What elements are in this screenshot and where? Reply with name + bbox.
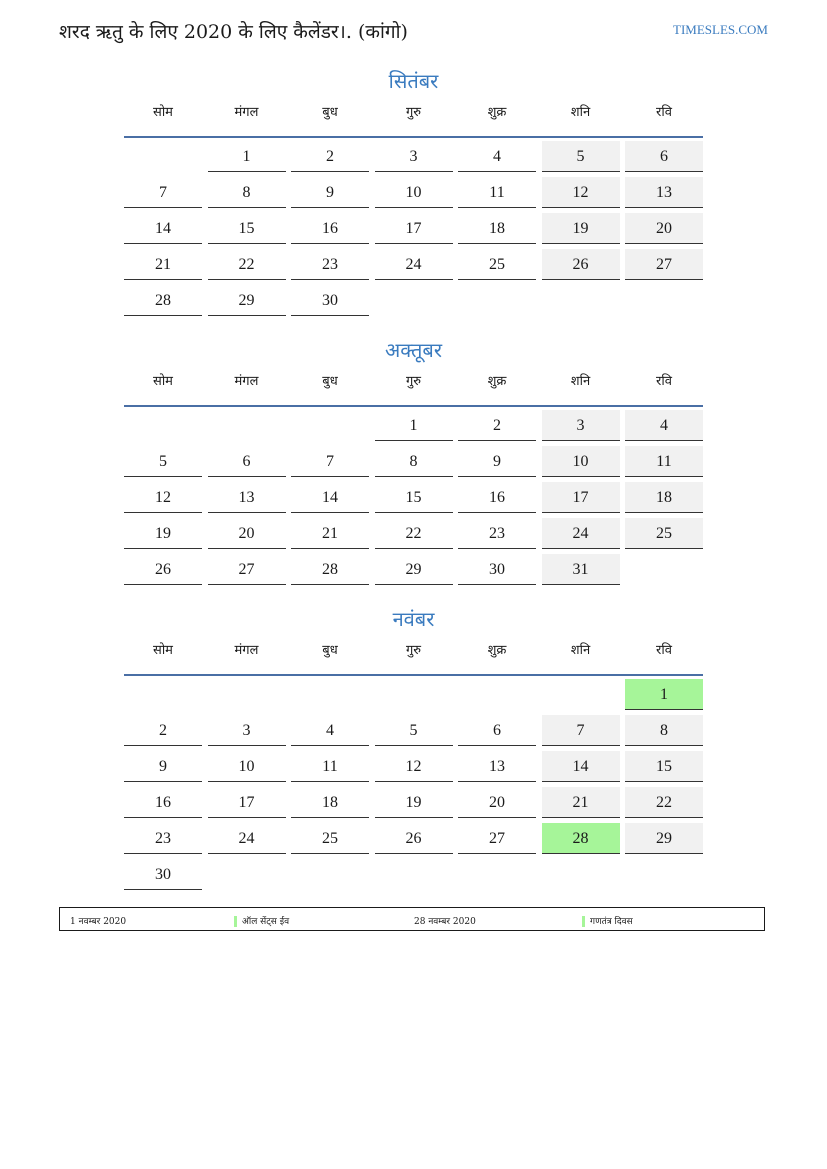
day-cell: 29 — [208, 285, 286, 316]
month-name: अक्तूबर — [385, 338, 442, 362]
day-cell: 1 — [375, 410, 453, 441]
day-cell: 15 — [625, 751, 703, 782]
week-row — [124, 712, 703, 748]
day-cell: 7 — [542, 715, 620, 746]
day-cell: 8 — [208, 177, 286, 208]
empty-day-cell — [208, 859, 286, 890]
day-cell: 27 — [625, 249, 703, 280]
day-cell: 21 — [542, 787, 620, 818]
week-row — [124, 676, 703, 712]
day-cell: 18 — [625, 482, 703, 513]
week-row — [124, 282, 703, 318]
weekday-label: रवि — [656, 643, 672, 658]
day-cell: 16 — [124, 787, 202, 818]
page-title: शरद ऋतु के लिए 2020 के लिए कैलेंडर।. (कांगो) — [59, 21, 408, 43]
day-cell: 2 — [124, 715, 202, 746]
day-cell: 5 — [124, 446, 202, 477]
legend-date-2: 28 नवम्बर 2020 — [414, 917, 476, 927]
day-cell: 14 — [124, 213, 202, 244]
empty-day-cell — [625, 859, 703, 890]
legend-swatch-icon — [234, 916, 237, 927]
empty-day-cell — [291, 859, 369, 890]
day-cell: 22 — [208, 249, 286, 280]
day-cell: 27 — [208, 554, 286, 585]
day-cell: 29 — [375, 554, 453, 585]
day-cell: 12 — [542, 177, 620, 208]
day-cell: 18 — [458, 213, 536, 244]
day-cell: 9 — [291, 177, 369, 208]
day-cell: 3 — [208, 715, 286, 746]
day-cell: 19 — [375, 787, 453, 818]
day-cell: 3 — [542, 410, 620, 441]
day-cell: 22 — [625, 787, 703, 818]
day-cell: 28 — [291, 554, 369, 585]
day-cell: 20 — [208, 518, 286, 549]
day-cell: 30 — [458, 554, 536, 585]
day-cell: 19 — [542, 213, 620, 244]
day-cell: 14 — [291, 482, 369, 513]
day-cell: 12 — [124, 482, 202, 513]
empty-day-cell — [458, 285, 536, 316]
day-cell: 4 — [291, 715, 369, 746]
day-cell: 23 — [291, 249, 369, 280]
day-cell: 21 — [124, 249, 202, 280]
week-row — [124, 210, 703, 246]
day-cell: 23 — [458, 518, 536, 549]
day-cell: 28 — [542, 823, 620, 854]
day-cell: 8 — [375, 446, 453, 477]
day-cell: 27 — [458, 823, 536, 854]
day-cell: 22 — [375, 518, 453, 549]
day-cell: 26 — [124, 554, 202, 585]
day-cell: 26 — [375, 823, 453, 854]
week-row — [124, 479, 703, 515]
day-cell: 23 — [124, 823, 202, 854]
day-cell: 8 — [625, 715, 703, 746]
month-name: सितंबर — [388, 69, 439, 93]
empty-day-cell — [458, 859, 536, 890]
weekday-header — [124, 96, 703, 138]
legend-holiday-1 — [234, 914, 289, 927]
day-cell: 2 — [458, 410, 536, 441]
day-cell: 4 — [458, 141, 536, 172]
day-cell: 11 — [458, 177, 536, 208]
empty-day-cell — [542, 859, 620, 890]
day-cell: 14 — [542, 751, 620, 782]
weekday-label: रवि — [656, 105, 672, 120]
weekday-label: गुरु — [405, 643, 422, 658]
day-cell: 1 — [208, 141, 286, 172]
week-row — [124, 138, 703, 174]
month-name: नवंबर — [392, 607, 435, 631]
legend-holiday-name-2: गणतंत्र दिवस — [590, 917, 633, 927]
empty-day-cell — [124, 679, 202, 710]
day-cell: 30 — [291, 285, 369, 316]
empty-day-cell — [542, 285, 620, 316]
empty-day-cell — [291, 410, 369, 441]
day-cell: 21 — [291, 518, 369, 549]
weekday-label: रवि — [656, 374, 672, 389]
day-cell: 1 — [625, 679, 703, 710]
day-cell: 13 — [625, 177, 703, 208]
empty-day-cell — [375, 285, 453, 316]
day-cell: 17 — [375, 213, 453, 244]
day-cell: 5 — [375, 715, 453, 746]
legend-date-1: 1 नवम्बर 2020 — [70, 917, 127, 927]
legend-holiday-name-1: ऑल सेंट्स ईव — [242, 917, 290, 927]
weekday-label: शुक्र — [487, 643, 507, 658]
legend-swatch-icon — [582, 916, 585, 927]
empty-day-cell — [542, 679, 620, 710]
day-cell: 2 — [291, 141, 369, 172]
weekday-label: गुरु — [405, 374, 422, 389]
day-cell: 13 — [458, 751, 536, 782]
day-cell: 25 — [458, 249, 536, 280]
week-row — [124, 515, 703, 551]
day-cell: 19 — [124, 518, 202, 549]
day-cell: 15 — [208, 213, 286, 244]
day-cell: 17 — [208, 787, 286, 818]
weekday-label: सोम — [153, 643, 173, 658]
weekday-label: गुरु — [405, 105, 422, 120]
day-cell: 24 — [542, 518, 620, 549]
empty-day-cell — [458, 679, 536, 710]
weekday-label: शनि — [570, 105, 591, 120]
day-cell: 15 — [375, 482, 453, 513]
day-cell: 16 — [291, 213, 369, 244]
empty-day-cell — [625, 285, 703, 316]
day-cell: 9 — [124, 751, 202, 782]
empty-day-cell — [124, 141, 202, 172]
week-row — [124, 551, 703, 587]
day-cell: 28 — [124, 285, 202, 316]
week-row — [124, 784, 703, 820]
day-cell: 12 — [375, 751, 453, 782]
day-cell: 11 — [291, 751, 369, 782]
empty-day-cell — [375, 679, 453, 710]
day-cell: 31 — [542, 554, 620, 585]
day-cell: 24 — [208, 823, 286, 854]
day-cell: 9 — [458, 446, 536, 477]
week-row — [124, 443, 703, 479]
weekday-header — [124, 365, 703, 407]
day-cell: 10 — [375, 177, 453, 208]
day-cell: 20 — [625, 213, 703, 244]
day-cell: 11 — [625, 446, 703, 477]
weekday-label: बुध — [322, 643, 338, 658]
empty-day-cell — [625, 554, 703, 585]
holiday-legend — [59, 907, 765, 931]
month-calendar — [124, 66, 703, 318]
day-cell: 26 — [542, 249, 620, 280]
week-row — [124, 748, 703, 784]
weekday-label: बुध — [322, 374, 338, 389]
week-row — [124, 246, 703, 282]
brand-link[interactable]: TIMESLES.COM — [673, 22, 768, 37]
empty-day-cell — [124, 410, 202, 441]
weekday-label: सोम — [153, 374, 173, 389]
empty-day-cell — [208, 679, 286, 710]
day-cell: 4 — [625, 410, 703, 441]
day-cell: 5 — [542, 141, 620, 172]
empty-day-cell — [375, 859, 453, 890]
legend-holiday-2 — [582, 914, 633, 927]
day-cell: 25 — [291, 823, 369, 854]
day-cell: 6 — [625, 141, 703, 172]
month-calendar — [124, 335, 703, 587]
day-cell: 29 — [625, 823, 703, 854]
day-cell: 6 — [458, 715, 536, 746]
day-cell: 7 — [291, 446, 369, 477]
day-cell: 13 — [208, 482, 286, 513]
day-cell: 18 — [291, 787, 369, 818]
day-cell: 25 — [625, 518, 703, 549]
weekday-header — [124, 634, 703, 676]
day-cell: 30 — [124, 859, 202, 890]
day-cell: 6 — [208, 446, 286, 477]
week-row — [124, 856, 703, 892]
weekday-label: मंगल — [234, 374, 259, 389]
weekday-label: मंगल — [234, 643, 259, 658]
empty-day-cell — [291, 679, 369, 710]
week-row — [124, 820, 703, 856]
day-cell: 7 — [124, 177, 202, 208]
weekday-label: बुध — [322, 105, 338, 120]
empty-day-cell — [208, 410, 286, 441]
weekday-label: सोम — [153, 105, 173, 120]
weekday-label: शनि — [570, 374, 591, 389]
day-cell: 17 — [542, 482, 620, 513]
weekday-label: शनि — [570, 643, 591, 658]
day-cell: 24 — [375, 249, 453, 280]
day-cell: 16 — [458, 482, 536, 513]
month-calendar — [124, 604, 703, 892]
day-cell: 3 — [375, 141, 453, 172]
day-cell: 10 — [542, 446, 620, 477]
weekday-label: शुक्र — [487, 105, 507, 120]
day-cell: 20 — [458, 787, 536, 818]
weekday-label: मंगल — [234, 105, 259, 120]
day-cell: 10 — [208, 751, 286, 782]
weekday-label: शुक्र — [487, 374, 507, 389]
week-row — [124, 407, 703, 443]
week-row — [124, 174, 703, 210]
